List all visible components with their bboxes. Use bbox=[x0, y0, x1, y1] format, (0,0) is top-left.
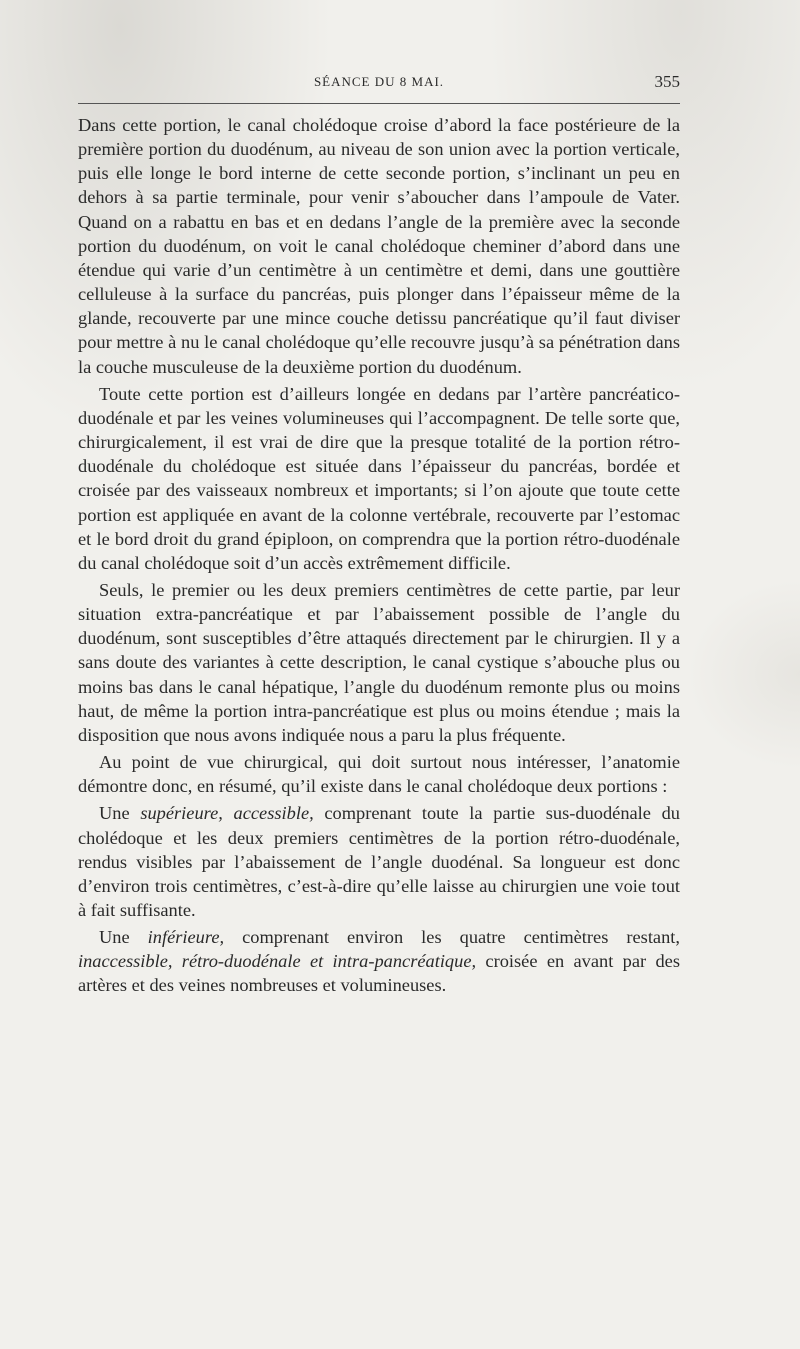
paragraph-6-italic-2: inaccessible, rétro-duodénale et intra-pancréatique, bbox=[78, 951, 477, 972]
paragraph-1: Dans cette portion, le canal cholédoque croise d’abord la face postérieure de la première portion du duodénum, au niveau de son union avec la portion verticale, puis elle longe le bord interne de cette seconde portion, s’inclinant un peu en dehors à sa partie terminale, pour venir s’aboucher dans l’ampoule de Vater. Quand on a rabattu en bas et en dedans l’angle de la première avec la seconde portion du duodénum, on voit le canal cholédoque cheminer d’abord dans une étendue qui varie d’un centimètre à un centimètre et demi, dans une gouttière celluleuse à la surface du pancréas, puis plonger dans l’épaisseur même de la glande, recouverte par une mince couche detissu pancréatique qu’il faut diviser pour mettre à nu le canal cholédoque qu’elle recouvre jusqu’à sa pénétration dans la couche musculeuse de la deuxième portion du duodénum. bbox=[78, 115, 680, 377]
paragraph-5-lead: Une bbox=[99, 803, 130, 824]
paragraph-5-rest: comprenant toute la partie sus-duodénale du cholédoque et les deux premiers centimètres de la portion rétro-duodénale, rendus visibles par l’abaissement de l’angle duodénal. Sa longueur est donc d’environ trois centimètres, c’est-à-dire qu’elle laisse au chirurgien une voie tout à fait suffisante. bbox=[78, 803, 680, 920]
paragraph-5 bbox=[78, 801, 680, 922]
paragraph-5-italic: supérieure, accessible, bbox=[140, 803, 314, 824]
paragraph-4: Au point de vue chirurgical, qui doit surtout nous intéresser, l’anatomie démontre donc, en résumé, qu’il existe dans le canal cholédoque deux portions : bbox=[78, 752, 680, 797]
header-rule bbox=[78, 103, 680, 104]
paragraph-6-lead: Une bbox=[99, 927, 130, 948]
paragraph-2: Toute cette portion est d’ailleurs longée en dedans par l’artère pancréatico-duodénale et par les veines volumineuses qui l’accompagnent. De telle sorte que, chirurgicalement, il est vrai de dire que la presque totalité de la portion rétro-duodénale du cholédoque est située dans l’épaisseur du pancréas, bordée et croisée par des vaisseaux nombreux et importants; si l’on ajoute que toute cette portion est appliquée en avant de la colonne vertébrale, recouverte par l’estomac et le bord droit du grand épiploon, on comprendra que la portion rétro-duodénale du canal cholédoque soit d’un accès extrêmement difficile. bbox=[78, 383, 680, 573]
paragraph-3: Seuls, le premier ou les deux premiers centimètres de cette partie, par leur situation extra-pancréatique et par l’abaissement possible de l’angle du duodénum, sont susceptibles d’être attaqués directement par le chirurgien. Il y a sans doute des variantes à cette description, le canal cystique s’abouche plus ou moins bas dans le canal hépatique, l’angle du duodénum remonte plus ou moins haut, de même la portion intra-pancréatique est plus ou moins étendue ; mais la disposition que nous avons indiquée nous a paru la plus fréquente. bbox=[78, 579, 680, 745]
paragraph-6-mid: comprenant environ les quatre centimètres restant, bbox=[242, 927, 680, 948]
running-title: SÉANCE DU 8 MAI. bbox=[313, 74, 445, 89]
paragraph-6-italic-1: inférieure, bbox=[147, 927, 225, 948]
paragraph-6 bbox=[78, 925, 680, 997]
body-text bbox=[78, 113, 680, 998]
page-number: 355 bbox=[654, 72, 680, 91]
page-header bbox=[78, 74, 680, 96]
paragraph-6-rest: croisée en avant par des artères et des veines nombreuses et volumineuses. bbox=[78, 951, 680, 996]
